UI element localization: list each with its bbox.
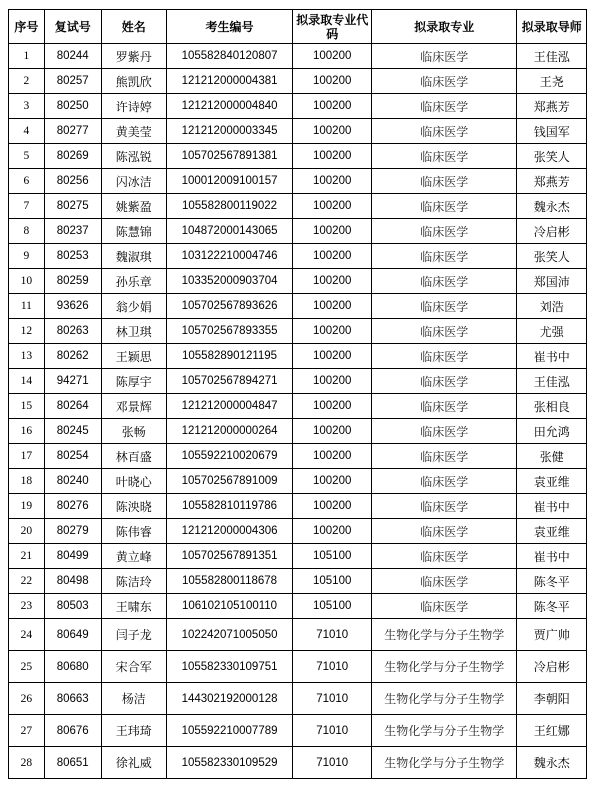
cell-major: 临床医学 [372, 319, 517, 344]
cell-name: 陈泱晓 [101, 494, 166, 519]
header-supervisor: 拟录取导师 [517, 10, 587, 44]
cell-index: 21 [9, 544, 45, 569]
cell-retest-number: 80256 [44, 169, 101, 194]
cell-candidate-number: 100012009100157 [166, 169, 292, 194]
table-row [9, 294, 587, 319]
cell-candidate-number: 105702567891351 [166, 544, 292, 569]
cell-candidate-number: 105592210020679 [166, 444, 292, 469]
cell-major-code: 100200 [293, 344, 372, 369]
cell-name: 姚紫盈 [101, 194, 166, 219]
cell-index: 16 [9, 419, 45, 444]
cell-index: 8 [9, 219, 45, 244]
cell-candidate-number: 121212000004840 [166, 94, 292, 119]
table-row [9, 219, 587, 244]
cell-supervisor: 魏永杰 [517, 194, 587, 219]
table-row [9, 715, 587, 747]
cell-supervisor: 王佳泓 [517, 369, 587, 394]
table-row [9, 419, 587, 444]
cell-index: 4 [9, 119, 45, 144]
cell-retest-number: 80244 [44, 44, 101, 69]
cell-retest-number: 80250 [44, 94, 101, 119]
cell-major: 临床医学 [372, 444, 517, 469]
table-row [9, 244, 587, 269]
cell-major-code: 100200 [293, 369, 372, 394]
cell-name: 王玮琦 [101, 715, 166, 747]
cell-major-code: 100200 [293, 119, 372, 144]
cell-candidate-number: 105592210007789 [166, 715, 292, 747]
cell-major: 生物化学与分子生物学 [372, 747, 517, 779]
cell-major: 临床医学 [372, 119, 517, 144]
cell-major: 临床医学 [372, 469, 517, 494]
cell-major-code: 100200 [293, 219, 372, 244]
cell-major: 临床医学 [372, 294, 517, 319]
admission-table-container [8, 9, 587, 779]
cell-supervisor: 田允鸿 [517, 419, 587, 444]
cell-retest-number: 80245 [44, 419, 101, 444]
cell-candidate-number: 105582330109751 [166, 651, 292, 683]
cell-major-code: 100200 [293, 169, 372, 194]
table-row [9, 651, 587, 683]
cell-candidate-number: 105702567891381 [166, 144, 292, 169]
cell-index: 17 [9, 444, 45, 469]
table-row [9, 344, 587, 369]
cell-name: 林百盛 [101, 444, 166, 469]
cell-supervisor: 郑燕芳 [517, 169, 587, 194]
cell-retest-number: 80257 [44, 69, 101, 94]
cell-name: 魏淑琪 [101, 244, 166, 269]
cell-major-code: 100200 [293, 194, 372, 219]
cell-candidate-number: 105582800119022 [166, 194, 292, 219]
cell-major-code: 100200 [293, 519, 372, 544]
cell-major: 临床医学 [372, 544, 517, 569]
cell-candidate-number: 106102105100110 [166, 594, 292, 619]
cell-major: 临床医学 [372, 269, 517, 294]
table-row [9, 319, 587, 344]
cell-major-code: 100200 [293, 294, 372, 319]
cell-name: 陈洁玲 [101, 569, 166, 594]
cell-candidate-number: 105582890121195 [166, 344, 292, 369]
cell-retest-number: 93626 [44, 294, 101, 319]
cell-retest-number: 94271 [44, 369, 101, 394]
cell-major-code: 71010 [293, 747, 372, 779]
cell-name: 孙乐章 [101, 269, 166, 294]
cell-name: 宋合军 [101, 651, 166, 683]
cell-candidate-number: 105582330109529 [166, 747, 292, 779]
cell-name: 许诗婷 [101, 94, 166, 119]
cell-candidate-number: 121212000000264 [166, 419, 292, 444]
cell-candidate-number: 102242071005050 [166, 619, 292, 651]
cell-candidate-number: 121212000003345 [166, 119, 292, 144]
cell-name: 邓景辉 [101, 394, 166, 419]
cell-candidate-number: 105702567893355 [166, 319, 292, 344]
cell-index: 3 [9, 94, 45, 119]
cell-supervisor: 魏永杰 [517, 747, 587, 779]
cell-major: 临床医学 [372, 94, 517, 119]
cell-index: 28 [9, 747, 45, 779]
cell-supervisor: 王红娜 [517, 715, 587, 747]
cell-index: 11 [9, 294, 45, 319]
cell-index: 26 [9, 683, 45, 715]
cell-index: 22 [9, 569, 45, 594]
cell-name: 闪冰洁 [101, 169, 166, 194]
cell-major-code: 71010 [293, 651, 372, 683]
table-row [9, 469, 587, 494]
cell-major: 临床医学 [372, 44, 517, 69]
cell-major: 临床医学 [372, 494, 517, 519]
cell-supervisor: 王尧 [517, 69, 587, 94]
cell-retest-number: 80498 [44, 569, 101, 594]
cell-major: 临床医学 [372, 69, 517, 94]
cell-index: 10 [9, 269, 45, 294]
cell-candidate-number: 103352000903704 [166, 269, 292, 294]
cell-name: 陈泓锐 [101, 144, 166, 169]
cell-supervisor: 崔书中 [517, 344, 587, 369]
cell-supervisor: 张笑人 [517, 244, 587, 269]
table-header-row [9, 10, 587, 44]
cell-major-code: 100200 [293, 494, 372, 519]
cell-supervisor: 郑国沛 [517, 269, 587, 294]
cell-major: 临床医学 [372, 394, 517, 419]
table-row [9, 394, 587, 419]
cell-name: 张畅 [101, 419, 166, 444]
cell-retest-number: 80651 [44, 747, 101, 779]
cell-major-code: 100200 [293, 419, 372, 444]
table-row [9, 444, 587, 469]
cell-major-code: 100200 [293, 69, 372, 94]
cell-major-code: 100200 [293, 244, 372, 269]
cell-major: 生物化学与分子生物学 [372, 715, 517, 747]
cell-major-code: 105100 [293, 544, 372, 569]
cell-major-code: 100200 [293, 394, 372, 419]
cell-index: 6 [9, 169, 45, 194]
admission-table [8, 9, 587, 779]
cell-index: 20 [9, 519, 45, 544]
cell-major: 临床医学 [372, 594, 517, 619]
cell-name: 罗紫丹 [101, 44, 166, 69]
cell-major-code: 100200 [293, 269, 372, 294]
cell-retest-number: 80275 [44, 194, 101, 219]
cell-major: 临床医学 [372, 519, 517, 544]
cell-retest-number: 80263 [44, 319, 101, 344]
cell-supervisor: 袁亚维 [517, 469, 587, 494]
cell-major: 临床医学 [372, 169, 517, 194]
cell-index: 18 [9, 469, 45, 494]
cell-retest-number: 80676 [44, 715, 101, 747]
cell-supervisor: 张笑人 [517, 144, 587, 169]
cell-major: 临床医学 [372, 369, 517, 394]
cell-major: 临床医学 [372, 569, 517, 594]
cell-candidate-number: 121212000004847 [166, 394, 292, 419]
cell-major: 临床医学 [372, 244, 517, 269]
cell-major-code: 105100 [293, 594, 372, 619]
cell-major: 临床医学 [372, 144, 517, 169]
cell-retest-number: 80240 [44, 469, 101, 494]
table-row [9, 519, 587, 544]
cell-retest-number: 80279 [44, 519, 101, 544]
table-row [9, 544, 587, 569]
cell-retest-number: 80262 [44, 344, 101, 369]
cell-supervisor: 袁亚维 [517, 519, 587, 544]
header-major: 拟录取专业 [372, 10, 517, 44]
cell-name: 王颖思 [101, 344, 166, 369]
cell-index: 9 [9, 244, 45, 269]
table-row [9, 594, 587, 619]
cell-major-code: 71010 [293, 619, 372, 651]
cell-major: 生物化学与分子生物学 [372, 619, 517, 651]
table-row [9, 144, 587, 169]
cell-candidate-number: 105702567893626 [166, 294, 292, 319]
cell-retest-number: 80254 [44, 444, 101, 469]
cell-retest-number: 80276 [44, 494, 101, 519]
header-candidate-number: 考生编号 [166, 10, 292, 44]
cell-major: 临床医学 [372, 219, 517, 244]
cell-supervisor: 冷启彬 [517, 219, 587, 244]
cell-major-code: 100200 [293, 144, 372, 169]
cell-retest-number: 80503 [44, 594, 101, 619]
cell-supervisor: 张健 [517, 444, 587, 469]
cell-major-code: 100200 [293, 44, 372, 69]
cell-name: 黄美莹 [101, 119, 166, 144]
cell-candidate-number: 104872000143065 [166, 219, 292, 244]
header-name: 姓名 [101, 10, 166, 44]
cell-retest-number: 80269 [44, 144, 101, 169]
cell-name: 王啸东 [101, 594, 166, 619]
cell-major-code: 71010 [293, 715, 372, 747]
cell-retest-number: 80663 [44, 683, 101, 715]
cell-name: 陈伟睿 [101, 519, 166, 544]
cell-major: 生物化学与分子生物学 [372, 651, 517, 683]
cell-index: 15 [9, 394, 45, 419]
cell-retest-number: 80259 [44, 269, 101, 294]
cell-candidate-number: 105582800118678 [166, 569, 292, 594]
cell-name: 林卫琪 [101, 319, 166, 344]
cell-name: 熊凯欣 [101, 69, 166, 94]
cell-supervisor: 钱国军 [517, 119, 587, 144]
cell-index: 2 [9, 69, 45, 94]
cell-name: 翁少娟 [101, 294, 166, 319]
cell-retest-number: 80264 [44, 394, 101, 419]
cell-name: 黄立峰 [101, 544, 166, 569]
cell-index: 19 [9, 494, 45, 519]
table-row [9, 94, 587, 119]
cell-major-code: 100200 [293, 469, 372, 494]
cell-retest-number: 80253 [44, 244, 101, 269]
cell-major-code: 71010 [293, 683, 372, 715]
cell-candidate-number: 144302192000128 [166, 683, 292, 715]
cell-index: 13 [9, 344, 45, 369]
cell-major-code: 100200 [293, 319, 372, 344]
cell-supervisor: 崔书中 [517, 494, 587, 519]
cell-supervisor: 陈冬平 [517, 569, 587, 594]
table-row [9, 619, 587, 651]
header-index: 序号 [9, 10, 45, 44]
cell-supervisor: 陈冬平 [517, 594, 587, 619]
cell-candidate-number: 121212000004306 [166, 519, 292, 544]
cell-name: 徐礼威 [101, 747, 166, 779]
cell-retest-number: 80277 [44, 119, 101, 144]
cell-candidate-number: 105702567891009 [166, 469, 292, 494]
cell-index: 1 [9, 44, 45, 69]
cell-supervisor: 尤强 [517, 319, 587, 344]
cell-major-code: 100200 [293, 444, 372, 469]
cell-index: 24 [9, 619, 45, 651]
cell-retest-number: 80237 [44, 219, 101, 244]
cell-major: 临床医学 [372, 419, 517, 444]
cell-candidate-number: 105702567894271 [166, 369, 292, 394]
table-row [9, 494, 587, 519]
cell-index: 14 [9, 369, 45, 394]
cell-supervisor: 王佳泓 [517, 44, 587, 69]
cell-major-code: 100200 [293, 94, 372, 119]
cell-name: 杨洁 [101, 683, 166, 715]
header-major-code: 拟录取专业代码 [293, 10, 372, 44]
table-row [9, 683, 587, 715]
table-row [9, 119, 587, 144]
table-row [9, 747, 587, 779]
cell-supervisor: 张相良 [517, 394, 587, 419]
cell-major: 临床医学 [372, 344, 517, 369]
cell-index: 7 [9, 194, 45, 219]
cell-supervisor: 崔书中 [517, 544, 587, 569]
cell-retest-number: 80649 [44, 619, 101, 651]
cell-candidate-number: 105582840120807 [166, 44, 292, 69]
header-retest-number: 复试号 [44, 10, 101, 44]
cell-index: 25 [9, 651, 45, 683]
cell-candidate-number: 103122210004746 [166, 244, 292, 269]
cell-supervisor: 冷启彬 [517, 651, 587, 683]
cell-major: 临床医学 [372, 194, 517, 219]
cell-index: 23 [9, 594, 45, 619]
cell-retest-number: 80499 [44, 544, 101, 569]
table-row [9, 569, 587, 594]
cell-name: 陈厚宇 [101, 369, 166, 394]
cell-candidate-number: 105582810119786 [166, 494, 292, 519]
table-row [9, 369, 587, 394]
cell-index: 27 [9, 715, 45, 747]
table-row [9, 44, 587, 69]
cell-name: 陈慧锦 [101, 219, 166, 244]
cell-supervisor: 李朝阳 [517, 683, 587, 715]
table-body [9, 44, 587, 779]
cell-supervisor: 郑燕芳 [517, 94, 587, 119]
table-row [9, 194, 587, 219]
table-row [9, 69, 587, 94]
cell-name: 闫子龙 [101, 619, 166, 651]
cell-major: 生物化学与分子生物学 [372, 683, 517, 715]
cell-supervisor: 刘浩 [517, 294, 587, 319]
cell-name: 叶晓心 [101, 469, 166, 494]
cell-retest-number: 80680 [44, 651, 101, 683]
cell-index: 5 [9, 144, 45, 169]
cell-major-code: 105100 [293, 569, 372, 594]
cell-candidate-number: 121212000004381 [166, 69, 292, 94]
cell-index: 12 [9, 319, 45, 344]
cell-supervisor: 贾广帅 [517, 619, 587, 651]
table-row [9, 169, 587, 194]
table-row [9, 269, 587, 294]
